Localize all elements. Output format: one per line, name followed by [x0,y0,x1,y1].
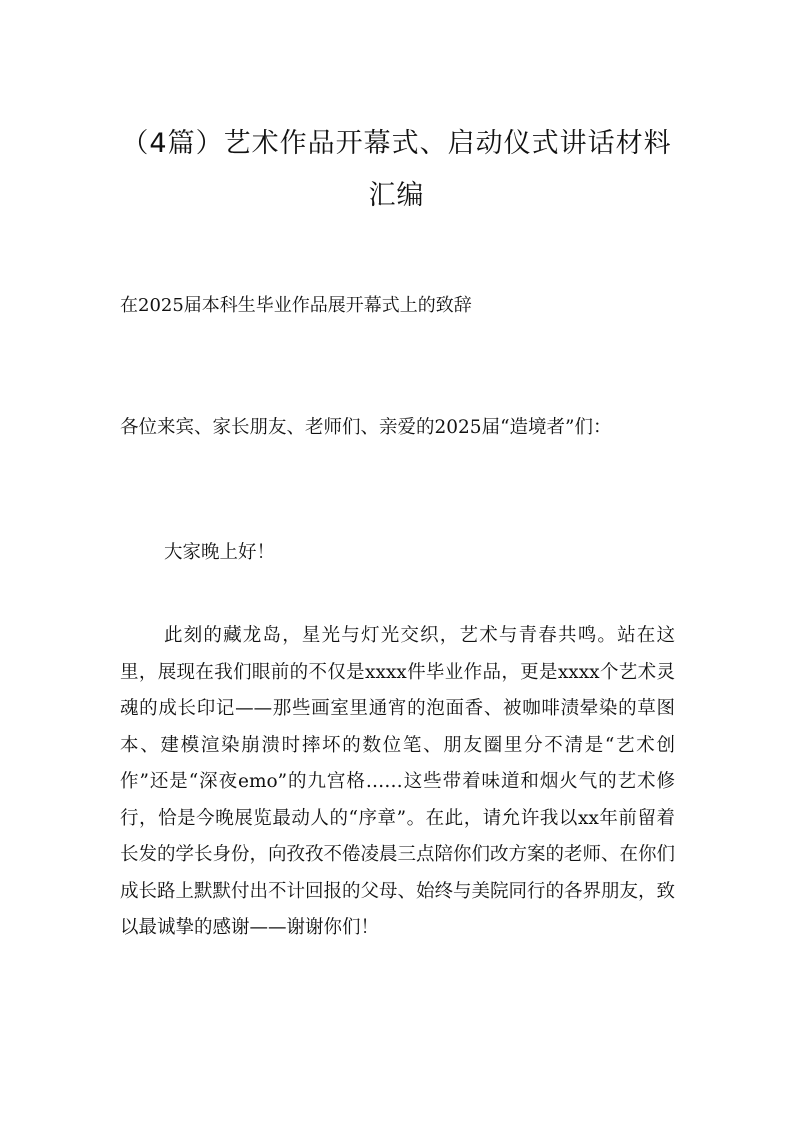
salutation-paragraph: 各位来宾、家长朋友、老师们、亲爱的2025届“造境者”们： [120,417,612,438]
speech-subtitle: 在2025届本科生毕业作品展开幕式上的致辞 [120,295,472,316]
greeting-paragraph: 大家晚上好！ [164,542,276,563]
body-paragraph: 此刻的藏龙岛，星光与灯光交织，艺术与青春共鸣。站在这里，展现在我们眼前的不仅是xxxx件毕业作品，更是xxxx个艺术灵魂的成长印记——那些画室里通宵的泡面香、被咖啡渍晕染的草图本、建模渲染崩溃时摔坏的数位笔、朋友圈里分不清是“艺术创作”还是“深夜emo”的九宫格……这些带着味道和烟火气的艺术修行，恰是今晚展览最动人的“序章”。在此，请允许我以xx年前留着长发的学长身份，向孜孜不倦凌晨三点陪你们改方案的老师、在你们成长路上默默付出不计回报的父母、始终与美院同行的各界朋友，致以最诚挚的感谢——谢谢你们！ [120,625,676,938]
document-title: （4篇）艺术作品开幕式、启动仪式讲话材料汇编 [121,128,672,211]
